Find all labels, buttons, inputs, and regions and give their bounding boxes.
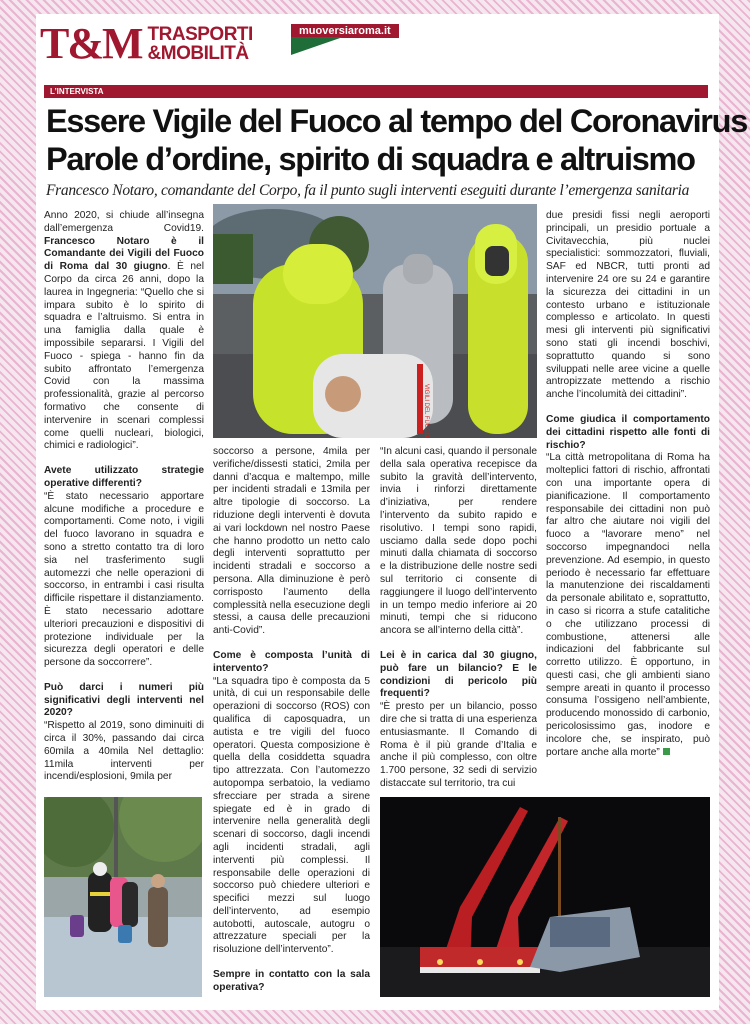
intro-bold-text: Francesco Notaro è il Comandante dei Vigili del Fuoco di Roma dal 30 giugno	[44, 235, 204, 273]
answer-5-cont: due presidi fissi negli aeroporti principali, un presidio portuale a Civitavecchia, più nuclei specialistici: sommozzatori, fluviali, SAF ed NBCR, tutti pronti ad intervenire 24 ore su 24 e garantire la sicurezza dei cittadini in un contesto urbano e istituzionale complesso e articolato. In questi mesi gli interventi più significativi sono stati gli incendi boschivi, soprattutto quando si sono sviluppati nelle aree vicine a quelle antropizzate mettendo a rischio anche l’incolumità dei cittadini”.	[546, 210, 710, 401]
question-2: Può darci i numeri più significativi degli interventi nel 2020?	[44, 681, 204, 719]
photo-firefighters-street	[44, 797, 202, 997]
answer-3: “La squadra tipo è composta da 5 unità, di cui un responsabile delle operazioni di soccorso (ROS) con qualifica di caposquadra, un autista e tre vigili del fuoco operatori. Questa composizione è quella della cosiddetta squadra tipo attrezzata. Con l’automezzo autopompa serbatoio, la vediamo sfrecciare per strada a sirene spiegate ed è in grado di intervenire nella generalità degli scenari di soccorso, dagli incendi agli incidenti stradali, agli interventi più complessi. Il responsabile delle operazioni di soccorso può chiedere ulteriori e specifici mezzi sul luogo dell’intervento, ad esempio autobotti, autoscale, autogru o attrezzature speciali per la risoluzione dell’intervento”.	[213, 675, 370, 956]
intro-text: Anno 2020, si chiude all’insegna dall’emergenza Covid19.	[44, 210, 204, 234]
intro-paragraph	[44, 210, 204, 453]
question-5: Lei è in carica dal 30 giugno, può fare un bilancio? E le condizioni di pericolo più frequenti?	[380, 649, 537, 700]
question-4: Sempre in contatto con la sala operativa?	[213, 969, 370, 993]
question-3: Come è composta l’unità di intervento?	[213, 649, 370, 674]
intro-text-cont: . È nel Corpo da circa 26 anni, dopo la laurea in Ingegneria: “Quello che si impara subito è lo spirito di squadra e l’altruismo. Si entra in una famiglia dalla quale è impossibile separarsi. I Vigili del Fuoco - spiega - hanno fin da subito affrontato l’emergenza Covid con la massima professionalità, grazie al percorso formativo che consente di intervenire in scenari complessi come quelli nucleari, biologici, chimici e radiologici”.	[44, 261, 204, 452]
answer-2-cont: soccorso a persone, 4mila per verifiche/dissesti statici, 2mila per danni d’acqua e maltempo, mille per incidenti stradali e 13mila per altre tipologie di soccorso. La riduzione degli interventi è dovuta ai vari lockdown nel nostro Paese che hanno prodotto un netto calo degli interventi soprattutto per incidenti stradali e soccorso a persona. Alla diminuzione è però corrisposto l’aumento della complessità nella esecuzione degli stessi, a causa delle precauzioni anti-Covid”.	[213, 446, 370, 637]
photo-night-crane-rescue	[380, 797, 710, 997]
logo-line-1: TRASPORTI	[147, 24, 253, 45]
article-column-1	[44, 210, 204, 784]
answer-1: “È stato necessario apportare alcune modifiche a procedure e comportamenti. Come noto, i vigili del fuoco lavorano in squadra e sono a stretto contatto tra di loro sia nel trasferimento sugli automezzi che nelle operazioni di soccorso, in entrambi i casi risulta difficile rispettare il distanziamento. È stato necessario adottare ulteriori precauzioni e dispositivi di protezione individuale per la sicurezza degli operatori e delle persone da soccorrere”.	[44, 490, 204, 669]
tm-logo	[40, 18, 253, 70]
article-column-2	[213, 446, 370, 995]
section-label: L’INTERVISTA	[44, 85, 708, 98]
logo-tm-mark: T&M	[40, 19, 142, 68]
answer-5: “È presto per un bilancio, posso dire che si tratta di una esperienza entusiasmante. Il Comando di Roma è il più grande d’Italia e anche il più complesso, con oltre 1.700 persone, 32 sedi di servizio distaccate sul territorio, tra cui	[380, 701, 537, 789]
question-1: Avete utilizzato strategie operative differenti?	[44, 465, 204, 489]
answer-2: “Rispetto al 2019, sono diminuiti di circa il 30%, passando dai circa 60mila a 40mila Nel dettaglio: 11mila interventi per incendi/esplosioni, 9mila per	[44, 720, 204, 783]
logo-line-2: &MOBILITÀ	[147, 43, 249, 64]
flag-ribbon-icon	[291, 37, 343, 55]
subheadline: Francesco Notaro, comandante del Corpo, fa il punto sugli interventi eseguiti durante l’emergenza sanitaria	[46, 182, 690, 199]
headline-line-2: Parole d’ordine, spirito di squadra e altruismo	[46, 141, 695, 177]
article-column-4	[546, 210, 710, 759]
photo-vest-label: VIGILI DEL FUOCO	[423, 384, 429, 438]
magazine-page	[36, 14, 747, 1010]
article-end-icon	[663, 748, 670, 755]
article-column-3	[380, 446, 537, 791]
answer-4: “In alcuni casi, quando il personale della sala operativa recepisce da subito la gravità dell’intervento, invia i rinforzi direttamente d’iniziativa, per rendere l’intervento da subito rapido e risolutivo. I tempi sono rapidi, usciamo dalla sede dopo pochi minuti dalla chiamata di soccorso e la distribuzione delle nostre sedi sul territorio ci consente di raggiungere il luogo dell’intervento in un tempo medio inferiore ai 20 minuti, tempi che si riducono ancora se all’interno della città”.	[380, 446, 537, 637]
question-6: Come giudica il comportamento dei cittadini rispetto alle fonti di rischio?	[546, 413, 710, 451]
answer-6: “La città metropolitana di Roma ha molteplici fattori di rischio, affrontati con una importante opera di pianificazione. Il comportamento responsabile dei cittadini non può far altro che aiutare noi vigili del fuoco a “lavorare meno” nel soccorso impegnandoci nella prevenzione. Ad esempio, in questo periodo è necessario far effettuare la manutenzione dei riscaldamenti da personale abilitato e, soprattutto, in caso si ricorra a stufe catalitiche o che utilizzano processi di combustione, attenersi alle indicazioni del fabbricante sul corretto utilizzo. È opportuno, in questi casi, che gli ambienti siano sempre areati in quanto il processo consuma l’ossigeno nell’ambiente, producendo monossido di carbonio, pericolosissimo gas, inodore e incolore che, se inspirato, può portare anche alla morte”	[546, 452, 710, 758]
headline-line-1: Essere Vigile del Fuoco al tempo del Coronavirus	[46, 103, 747, 139]
logo-words	[148, 25, 253, 63]
site-url: muoversiaroma.it	[291, 24, 399, 38]
answer-6-paragraph	[546, 452, 710, 759]
photo-hazmat-firefighters	[213, 204, 537, 438]
headline	[46, 102, 747, 178]
